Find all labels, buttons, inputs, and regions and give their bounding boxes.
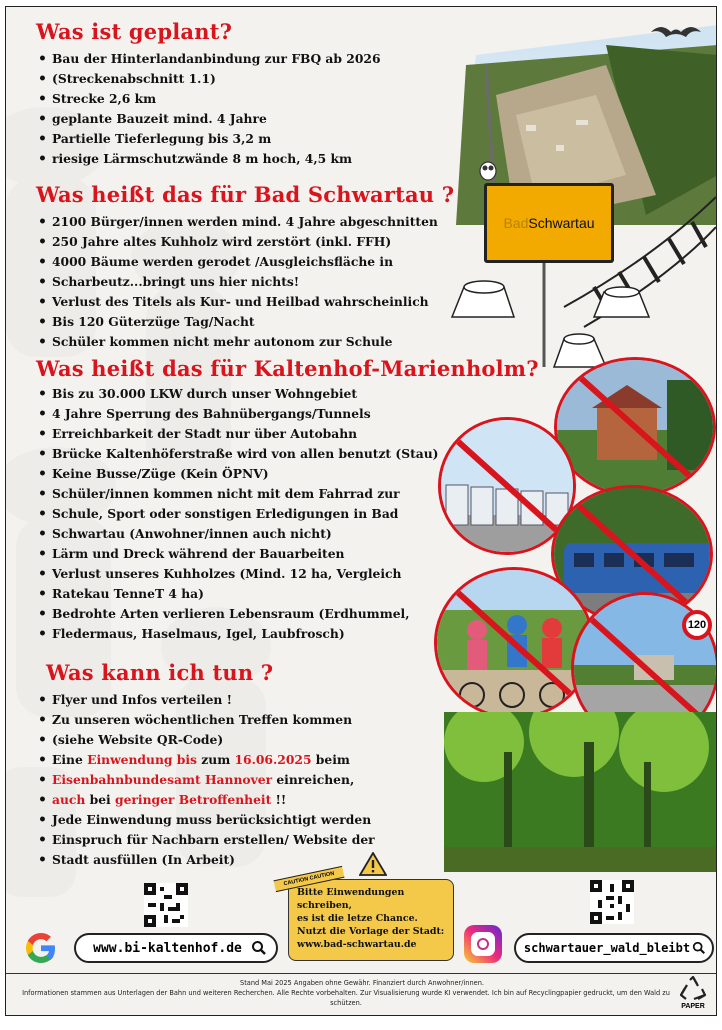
forest-photo — [444, 712, 716, 872]
list-kaltenhof — [36, 384, 439, 644]
list-item: • Verlust des Titels als Kur- und Heilbad wahrscheinlich — [36, 292, 438, 312]
list-item: • Lärm und Dreck während der Bauarbeiten — [36, 544, 439, 564]
list-item: • Zu unseren wöchentlichen Treffen kommen — [36, 710, 375, 730]
speed-limit-sign — [682, 610, 712, 640]
footer-line: Stand Mai 2025 Angaben ohne Gewähr. Finanziert durch Anwohner/innen. — [240, 979, 484, 987]
list-item: • Partielle Tieferlegung bis 3,2 m — [36, 129, 381, 149]
heading-was-ist-geplant: Was ist geplant? — [36, 19, 233, 44]
children-cycling-photo — [434, 567, 594, 719]
list-item: • Bis zu 30.000 LKW durch unser Wohngebiet — [36, 384, 439, 404]
list-item: • Keine Busse/Züge (Kein ÖPNV) — [36, 464, 439, 484]
website-url: www.bi-kaltenhof.de — [93, 940, 242, 956]
list-geplant — [36, 49, 381, 169]
google-icon — [22, 929, 60, 967]
owl-icon — [476, 157, 500, 181]
list-item-einwendung: • Eine Einwendung bis zum 16.06.2025 beim — [36, 750, 375, 770]
list-tun — [36, 690, 375, 870]
flyer-page — [5, 6, 717, 1016]
list-item: • 4 Jahre Sperrung des Bahnübergangs/Tunnels — [36, 404, 439, 424]
list-schwartau — [36, 212, 438, 352]
list-item: • geplante Bauzeit mind. 4 Jahre — [36, 109, 381, 129]
recycle-icon — [678, 975, 708, 1005]
caution-note — [288, 879, 454, 961]
sign-town-name: Schwartau — [528, 215, 595, 231]
caution-tape: CAUTION CAUTION — [274, 866, 345, 892]
website-search-bar[interactable] — [74, 933, 278, 963]
caution-link[interactable]: www.bad-schwartau.de — [297, 939, 417, 950]
list-item: • 2100 Bürger/innen werden mind. 4 Jahre abgeschnitten — [36, 212, 438, 232]
heading-bad-schwartau: Was heißt das für Bad Schwartau ? — [36, 182, 455, 207]
warning-triangle-icon — [359, 852, 387, 876]
list-item: • riesige Lärmschutzwände 8 m hoch, 4,5 km — [36, 149, 381, 169]
recycle-paper-label: PAPER — [681, 1003, 705, 1010]
list-item: • Einspruch für Nachbarn erstellen/ Website der — [36, 830, 375, 850]
list-item: • 4000 Bäume werden gerodet /Ausgleichsfläche in — [36, 252, 438, 272]
list-item: • 250 Jahre altes Kuhholz wird zerstört (inkl. FFH) — [36, 232, 438, 252]
list-item: • Brücke Kaltenhöferstraße wird von allen benutzt (Stau) — [36, 444, 439, 464]
list-item: • Schüler/innen kommen nicht mit dem Fahrrad zur — [36, 484, 439, 504]
list-item: • Jede Einwendung muss berücksichtigt werden — [36, 810, 375, 830]
caution-line: Bitte Einwendungen schreiben, — [297, 887, 405, 911]
list-item: • Schule, Sport oder sonstigen Erledigungen in Bad — [36, 504, 439, 524]
caution-line: es ist die letze Chance. — [297, 913, 418, 924]
list-item: • Bis 120 Güterzüge Tag/Nacht — [36, 312, 438, 332]
qr-code-instagram[interactable] — [590, 880, 634, 924]
instagram-search-bar[interactable] — [514, 933, 714, 963]
list-item: • Eisenbahnbundesamt Hannover einreichen, — [36, 770, 375, 790]
railway-crossing-house-photo — [554, 357, 716, 497]
search-icon — [251, 940, 267, 956]
heading-kaltenhof: Was heißt das für Kaltenhof-Marienholm? — [36, 356, 539, 381]
bat-icon — [646, 17, 706, 47]
list-item: • Bedrohte Arten verlieren Lebensraum (Erdhummel, — [36, 604, 439, 624]
instagram-icon — [464, 925, 502, 963]
caution-line: Nutzt die Vorlage der Stadt: — [297, 926, 445, 937]
instagram-handle: schwartauer_wald_bleibt — [523, 941, 691, 955]
town-sign — [484, 183, 614, 263]
list-item: • (siehe Website QR-Code) — [36, 730, 375, 750]
search-icon — [692, 941, 706, 955]
list-item: • Ratekau TenneT 4 ha) — [36, 584, 439, 604]
list-item: • Bau der Hinterlandanbindung zur FBQ ab 2026 — [36, 49, 381, 69]
footer-line: Informationen stammen aus Unterlagen der Bahn und weiteren Recherchen. Alle Rechte vorbehalten. Zur Visualisierung wurde KI verwendet. Ich bin auf Recyclingpapier gedruckt, um den Wald zu schützen. — [22, 989, 670, 1007]
list-item: • Schwartau (Anwohner/innen auch nicht) — [36, 524, 439, 544]
list-item: • Scharbeutz...bringt uns hier nichts! — [36, 272, 438, 292]
list-item: • (Streckenabschnitt 1.1) — [36, 69, 381, 89]
qr-code-website[interactable] — [144, 883, 188, 927]
list-item: • Fledermaus, Haselmaus, Igel, Laubfrosch) — [36, 624, 439, 644]
speed-limit-value: 120 — [687, 619, 707, 631]
list-item: • Erreichbarkeit der Stadt nur über Autobahn — [36, 424, 439, 444]
list-item: • Verlust unseres Kuhholzes (Mind. 12 ha, Vergleich — [36, 564, 439, 584]
list-item: • Flyer und Infos verteilen ! — [36, 690, 375, 710]
list-item: • Strecke 2,6 km — [36, 89, 381, 109]
sign-prefix: Bad — [503, 215, 529, 231]
list-item: • Stadt ausfüllen (In Arbeit) — [36, 850, 375, 870]
list-item: • auch bei geringer Betroffenheit !! — [36, 790, 375, 810]
footer — [6, 973, 717, 1008]
heading-was-kann-ich-tun: Was kann ich tun ? — [46, 660, 274, 685]
list-item: • Schüler kommen nicht mehr autonom zur Schule — [36, 332, 438, 352]
